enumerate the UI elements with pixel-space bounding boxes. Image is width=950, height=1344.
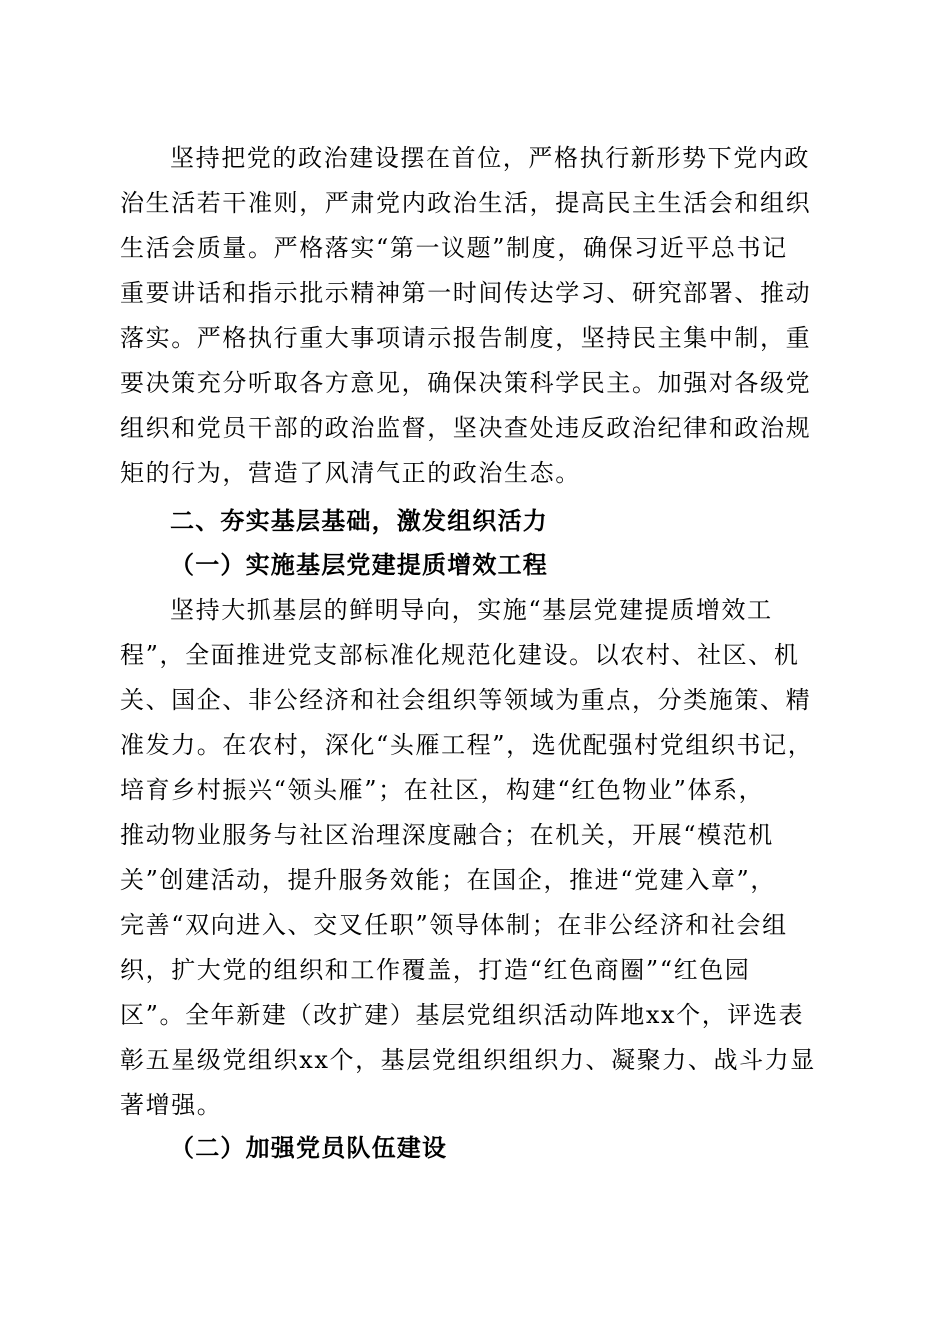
paragraph-line: 区”。全年新建（改扩建）基层党组织活动阵地xx个，评选表 [120, 1001, 805, 1029]
paragraph-line: 推动物业服务与社区治理深度融合；在机关，开展“模范机 [120, 821, 774, 849]
paragraph-line: 织，扩大党的组织和工作覆盖，打造“红色商圈”“红色园 [120, 956, 751, 984]
subsection-heading: （一）实施基层党建提质增效工程 [170, 551, 548, 579]
paragraph-line: 重要讲话和指示批示精神第一时间传达学习、研究部署、推动 [120, 279, 812, 307]
paragraph-line: 准发力。在农村，深化“头雁工程”，选优配强村党组织书记， [120, 731, 814, 759]
paragraph-line: 关”创建活动，提升服务效能；在国企，推进“党建入章”， [120, 866, 777, 894]
paragraph-line: 培育乡村振兴“领头雁”；在社区，构建“红色物业”体系， [120, 776, 765, 804]
paragraph-line: 生活会质量。严格落实“第一议题”制度，确保习近平总书记 [120, 234, 788, 262]
paragraph-line: 治生活若干准则，严肃党内政治生活，提高民主生活会和组织 [120, 189, 812, 217]
paragraph-line: 著增强。 [120, 1091, 223, 1119]
paragraph-line: 完善“双向进入、交叉任职”领导体制；在非公经济和社会组 [120, 911, 788, 939]
paragraph-line: 组织和党员干部的政治监督，坚决查处违反政治纪律和政治规 [120, 414, 812, 442]
paragraph-line: 要决策充分听取各方意见，确保决策科学民主。加强对各级党 [120, 369, 812, 397]
subsection-heading: （二）加强党员队伍建设 [170, 1134, 448, 1162]
paragraph-line: 坚持大抓基层的鲜明导向，实施“基层党建提质增效工 [170, 596, 773, 624]
paragraph-line: 落实。严格执行重大事项请示报告制度，坚持民主集中制，重 [120, 324, 812, 352]
paragraph-line: 彰五星级党组织xx个，基层党组织组织力、凝聚力、战斗力显 [120, 1046, 816, 1074]
paragraph-line: 矩的行为，营造了风清气正的政治生态。 [120, 459, 581, 487]
paragraph-line: 关、国企、非公经济和社会组织等领域为重点，分类施策、精 [120, 686, 812, 714]
paragraph-line: 程”，全面推进党支部标准化规范化建设。以农村、社区、机 [120, 641, 800, 669]
paragraph-line: 坚持把党的政治建设摆在首位，严格执行新形势下党内政 [170, 144, 810, 172]
section-heading: 二、夯实基层基础，激发组织活力 [170, 507, 548, 535]
